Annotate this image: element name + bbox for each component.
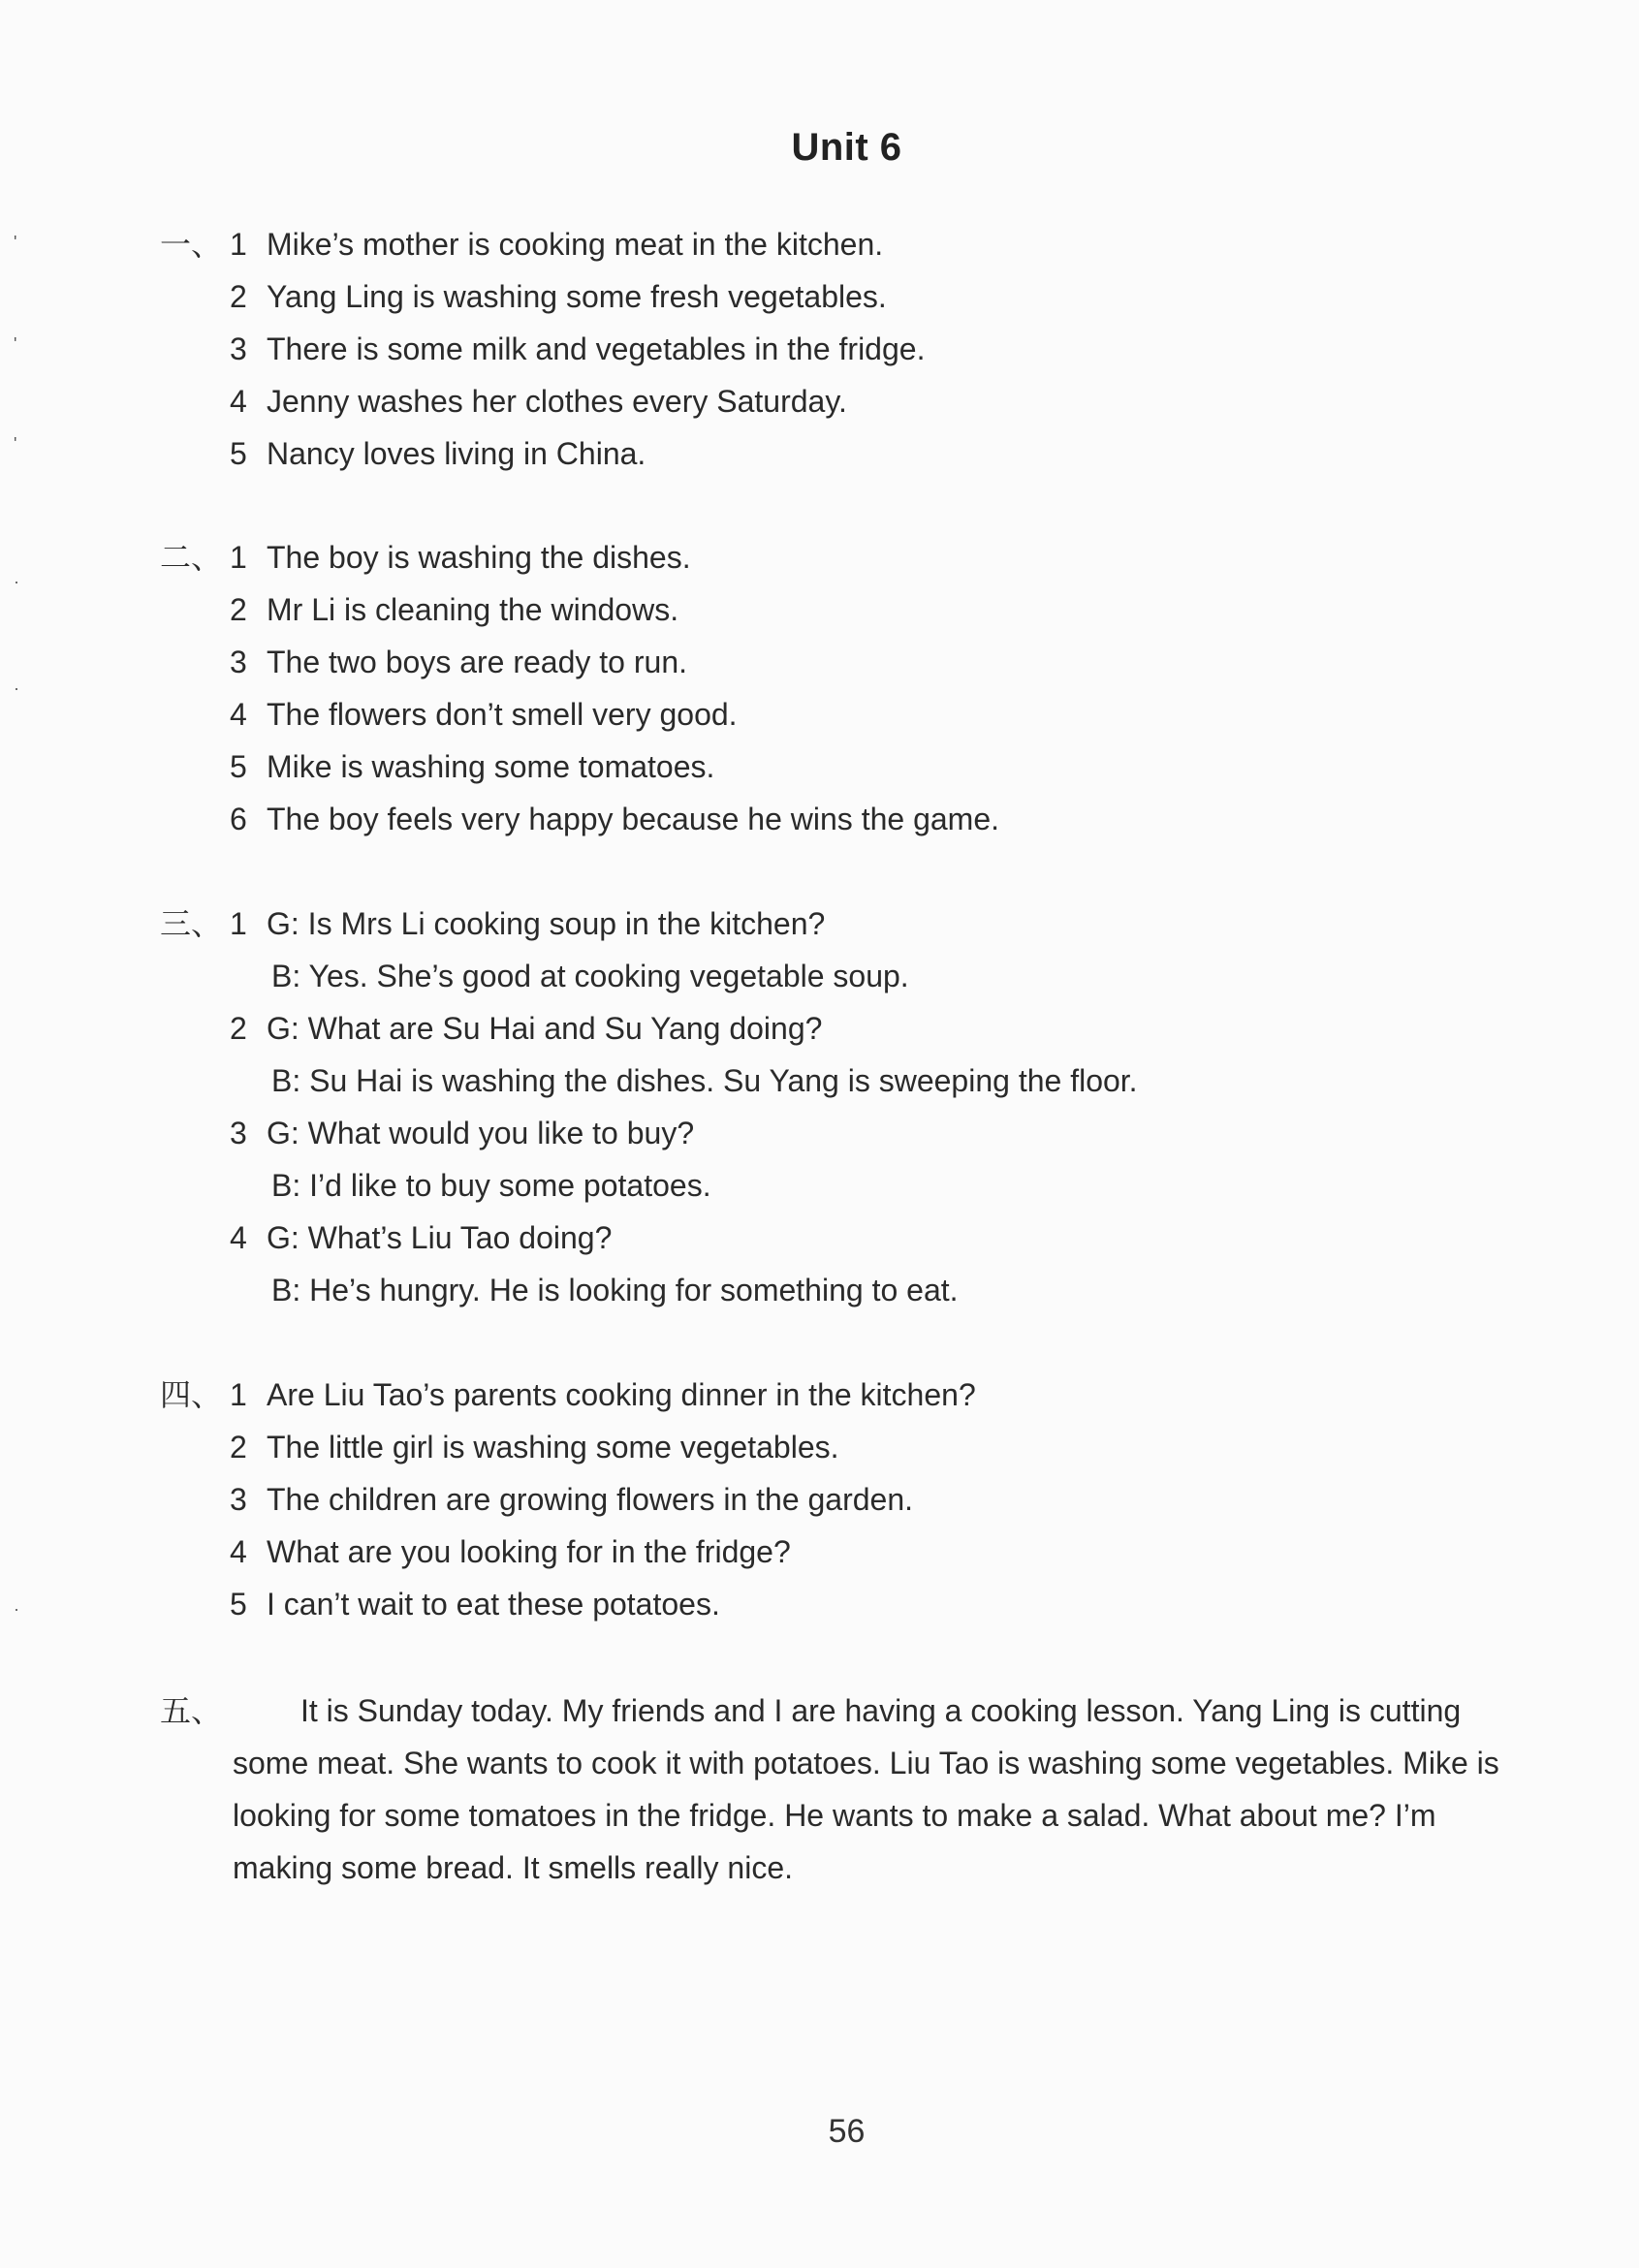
- item-text: Jenny washes her clothes every Saturday.: [267, 384, 847, 419]
- item-number: 2: [230, 592, 247, 627]
- item-number: 3: [230, 645, 247, 679]
- item-number: 4: [230, 384, 247, 419]
- page-number: 56: [828, 2113, 866, 2150]
- section-label: 四、: [160, 1376, 223, 1413]
- dialogue-b-line: B: He’s hungry. He is looking for something to eat.: [271, 1273, 959, 1307]
- item-number: 5: [230, 436, 247, 471]
- item-number: 4: [230, 1220, 247, 1255]
- item-text: Yang Ling is washing some fresh vegetables.: [267, 279, 887, 314]
- item-text: Nancy loves living in China.: [267, 436, 646, 471]
- item-text: The boy is washing the dishes.: [267, 540, 691, 575]
- item-text: What are you looking for in the fridge?: [267, 1534, 791, 1569]
- dialogue-g-line: G: What’s Liu Tao doing?: [267, 1220, 613, 1255]
- item-text: The boy feels very happy because he wins the game.: [267, 802, 999, 836]
- section-label: 二、: [160, 539, 223, 576]
- item-number: 2: [230, 1430, 247, 1465]
- dialogue-g-line: G: What are Su Hai and Su Yang doing?: [267, 1011, 823, 1046]
- item-text: Mike is washing some tomatoes.: [267, 749, 715, 784]
- page-title: Unit 6: [791, 126, 902, 169]
- scan-mark: ': [14, 233, 17, 252]
- scan-mark: ·: [14, 572, 19, 591]
- item-number: 4: [230, 1534, 247, 1569]
- scan-mark: ': [14, 334, 17, 354]
- item-number: 5: [230, 1587, 247, 1622]
- section-label: 五、: [160, 1692, 223, 1729]
- item-text: The flowers don’t smell very good.: [267, 697, 738, 732]
- passage-paragraph: It is Sunday today. My friends and I are having a cooking lesson. Yang Ling is cutting some meat. She wants to cook it with potatoes. Liu Tao is washing some vegetables. Mike is looking for some tomatoes in the fridge. He wants to make a salad. What about me? I’m making some bread. It smells really nice.: [233, 1693, 1499, 1885]
- item-text: I can’t wait to eat these potatoes.: [267, 1587, 720, 1622]
- item-number: 3: [230, 1482, 247, 1517]
- item-text: Mr Li is cleaning the windows.: [267, 592, 679, 627]
- item-text: Are Liu Tao’s parents cooking dinner in the kitchen?: [267, 1377, 976, 1412]
- item-number: 1: [230, 906, 247, 941]
- dialogue-g-line: G: Is Mrs Li cooking soup in the kitchen?: [267, 906, 826, 941]
- item-number: 6: [230, 802, 247, 836]
- item-number: 2: [230, 279, 247, 314]
- scan-mark: ': [14, 434, 17, 454]
- item-number: 5: [230, 749, 247, 784]
- section-label: 三、: [160, 905, 223, 942]
- item-text: The children are growing flowers in the garden.: [267, 1482, 914, 1517]
- item-number: 1: [230, 1377, 247, 1412]
- section-label: 一、: [160, 226, 223, 263]
- item-number: 4: [230, 697, 247, 732]
- scan-mark: ·: [14, 1599, 19, 1619]
- item-number: 3: [230, 1116, 247, 1150]
- dialogue-b-line: B: I’d like to buy some potatoes.: [271, 1168, 711, 1203]
- item-text: The two boys are ready to run.: [267, 645, 687, 679]
- item-number: 2: [230, 1011, 247, 1046]
- scan-mark: ·: [14, 678, 19, 698]
- item-number: 1: [230, 540, 247, 575]
- item-number: 1: [230, 227, 247, 262]
- item-text: Mike’s mother is cooking meat in the kitchen.: [267, 227, 884, 262]
- dialogue-b-line: B: Yes. She’s good at cooking vegetable soup.: [271, 959, 909, 993]
- item-text: The little girl is washing some vegetables.: [267, 1430, 839, 1465]
- item-text: There is some milk and vegetables in the fridge.: [267, 331, 926, 366]
- dialogue-g-line: G: What would you like to buy?: [267, 1116, 695, 1150]
- dialogue-b-line: B: Su Hai is washing the dishes. Su Yang is sweeping the floor.: [271, 1063, 1138, 1098]
- item-number: 3: [230, 331, 247, 366]
